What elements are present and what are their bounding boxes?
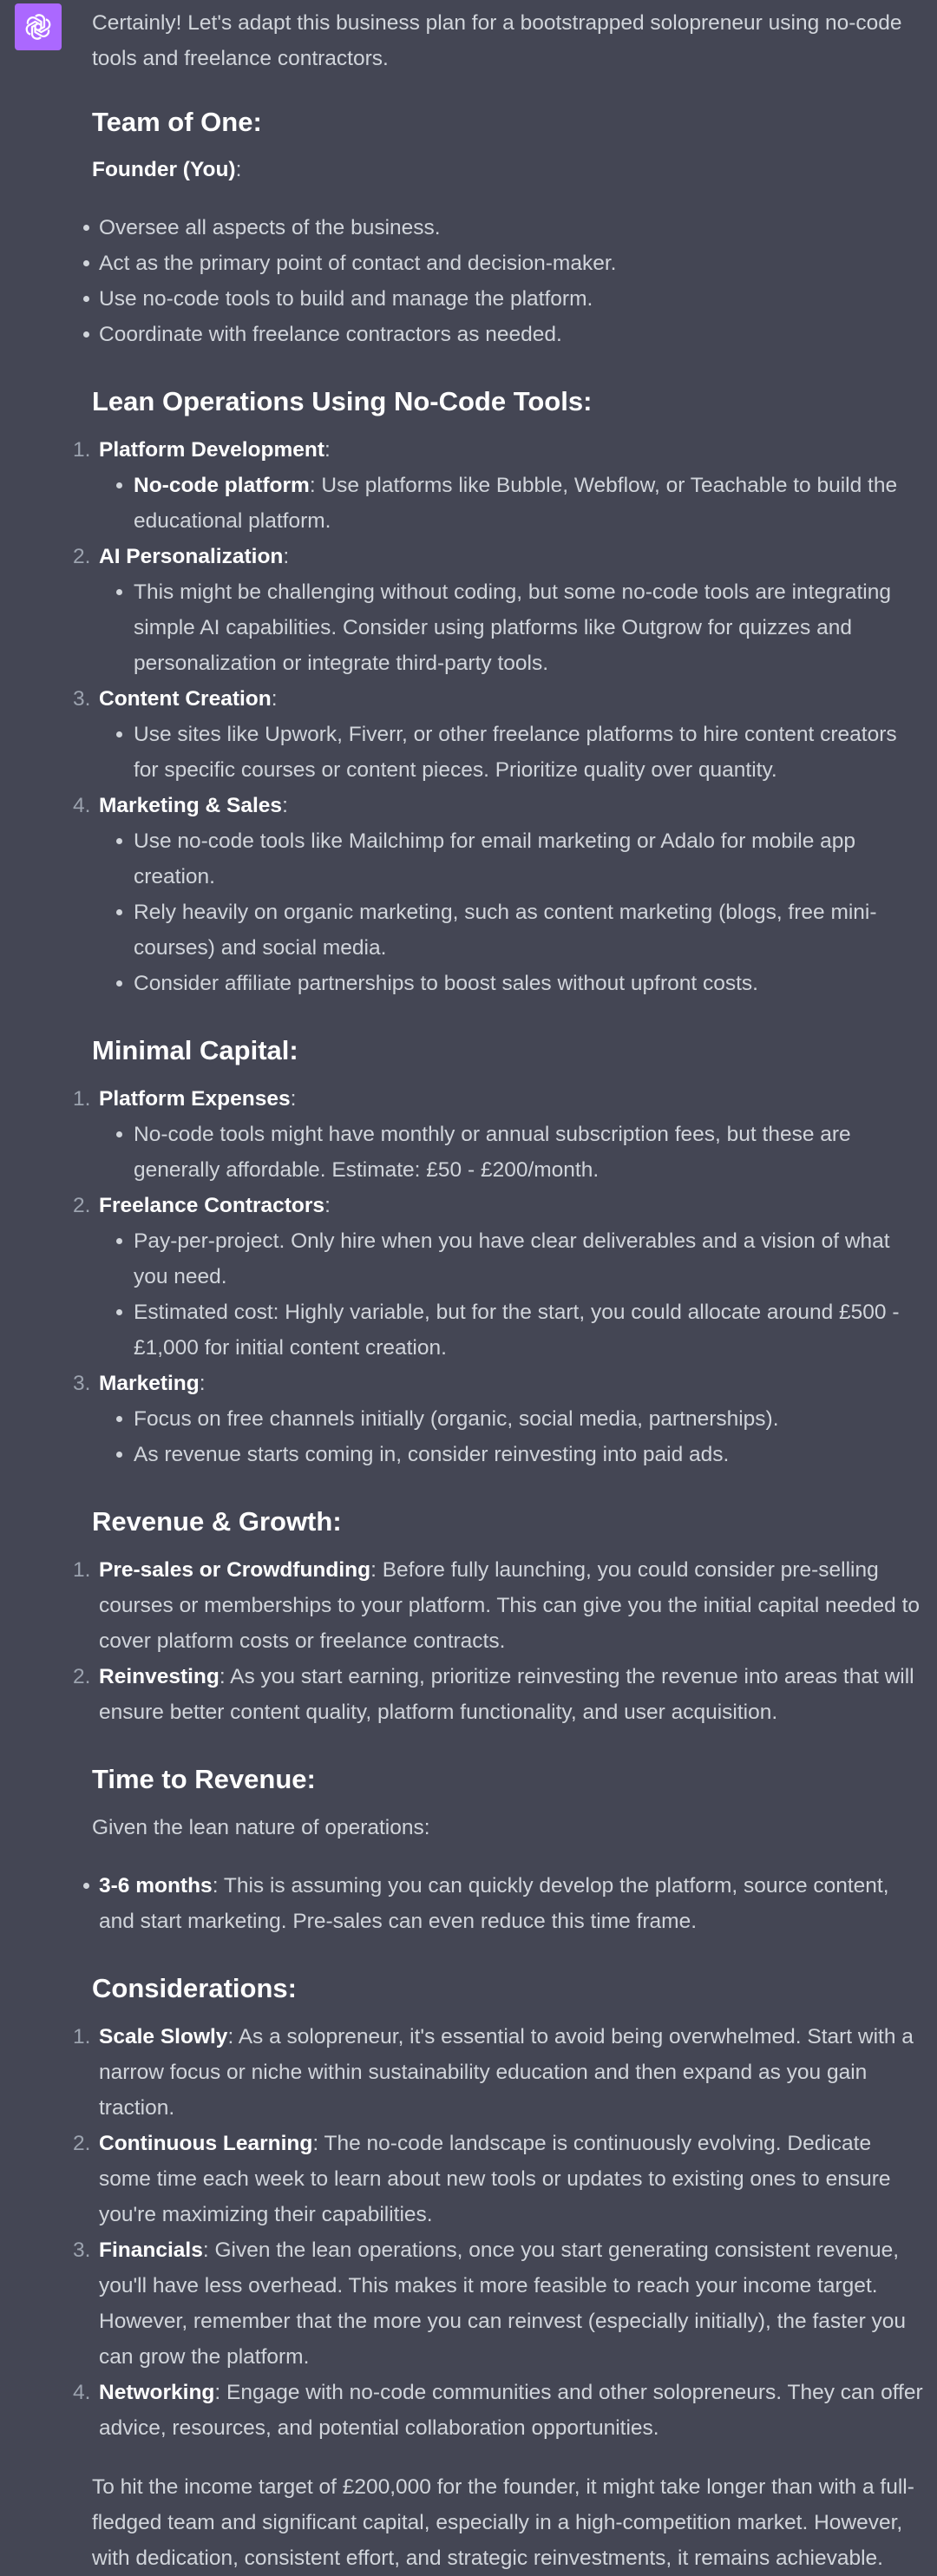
- list-item: 3. Financials: Given the lean operations, once you start generating consistent revenue, you'll have less overhead. This makes it more feasible to reach your income target. However, remember that the more you can reinvest (especially initially), the faster you can grow the platform.: [73, 2238, 907, 2369]
- heading-time-to-revenue: Time to Revenue:: [92, 1764, 316, 1794]
- sub-list-item: Consider affiliate partnerships to boost sales without upfront costs.: [134, 966, 923, 1001]
- list-item: 2. Continuous Learning: The no-code landscape is continuously evolving. Dedicate some time each week to learn about new tools or updates to existing ones to ensure you're maximizing their capabilities.: [73, 2132, 891, 2226]
- list-item: 2. Reinvesting: As you start earning, prioritize reinvesting the revenue into areas that will ensure better content quality, platform functionality, and user acquisition.: [73, 1665, 914, 1724]
- openai-logo-icon: [23, 11, 54, 43]
- list-item: 1. Scale Slowly: As a solopreneur, it's essential to avoid being overwhelmed. Start with a narrow focus or niche within sustainability education and then expand as you gain traction.: [73, 2025, 914, 2120]
- sub-list-item: No-code platform: Use platforms like Bubble, Webflow, or Teachable to build the educational platform.: [134, 468, 923, 539]
- sub-list-item: As revenue starts coming in, consider reinvesting into paid ads.: [134, 1437, 923, 1472]
- list-item: Use no-code tools to build and manage the platform.: [92, 281, 923, 317]
- heading-lean-operations: Lean Operations Using No-Code Tools:: [92, 386, 593, 416]
- list-item: Act as the primary point of contact and decision-maker.: [92, 246, 923, 281]
- message-content: [73, 0, 923, 2576]
- assistant-avatar: [15, 3, 62, 50]
- sub-list-item: No-code tools might have monthly or annual subscription fees, but these are generally affordable. Estimate: £50 - £200/month.: [134, 1117, 923, 1188]
- considerations-ordered-list: [73, 2019, 923, 2446]
- sub-list-item: Estimated cost: Highly variable, but for the start, you could allocate around £500 - £1,000 for initial content creation.: [134, 1295, 923, 1366]
- sub-list-item: Pay-per-project. Only hire when you have clear deliverables and a vision of what you need.: [134, 1223, 923, 1295]
- list-item: 2. AI Personalization: This might be challenging without coding, but some no-code tools are integrating simple AI capabilities. Consider using platforms like Outgrow for quizzes and personalization or integrate third-party tools.: [99, 539, 923, 681]
- time-intro: Given the lean nature of operations:: [92, 1816, 430, 1839]
- capital-ordered-list: [73, 1081, 923, 1472]
- list-item: 3. Marketing: Focus on free channels initially (organic, social media, partnerships). As revenue starts coming in, consider reinvesting into paid ads.: [99, 1366, 923, 1472]
- team-bullet-list: [92, 210, 923, 352]
- heading-revenue-growth: Revenue & Growth:: [92, 1506, 342, 1537]
- list-item: Oversee all aspects of the business.: [92, 210, 923, 246]
- sub-list-item: This might be challenging without coding, but some no-code tools are integrating simple AI capabilities. Consider using platforms like Outgrow for quizzes and personalization or integrate third-party tools.: [134, 574, 923, 681]
- heading-minimal-capital: Minimal Capital:: [92, 1035, 298, 1065]
- heading-team: Team of One:: [92, 107, 262, 137]
- founder-label: Founder (You): [92, 158, 236, 181]
- list-item: 4. Networking: Engage with no-code communities and other solopreneurs. They can offer advice, resources, and potential collaboration opportunities.: [73, 2381, 923, 2440]
- list-item: 2. Freelance Contractors: Pay-per-project. Only hire when you have clear deliverables and a vision of what you need. Estimated cost: Highly variable, but for the start, you could allocate around £500 - £1,000 for initial content creation.: [99, 1188, 923, 1366]
- list-item: Coordinate with freelance contractors as needed.: [92, 317, 923, 352]
- list-item: 4. Marketing & Sales: Use no-code tools like Mailchimp for email marketing or Adalo for mobile app creation. Rely heavily on organic marketing, such as content marketing (blogs, free mini-courses) and social media. Consider affiliate partnerships to boost sales without upfront costs.: [99, 788, 923, 1001]
- list-item: 1. Platform Development: No-code platform: Use platforms like Bubble, Webflow, or Teachable to build the educational platform.: [99, 432, 923, 539]
- list-item: 1. Pre-sales or Crowdfunding: Before fully launching, you could consider pre-selling courses or memberships to your platform. This can give you the initial capital needed to cover platform costs or freelance contracts.: [73, 1558, 921, 1653]
- heading-considerations: Considerations:: [92, 1973, 297, 2003]
- lean-ordered-list: [73, 432, 923, 1001]
- revenue-ordered-list: [73, 1552, 923, 1730]
- closing-paragraph: To hit the income target of £200,000 for the founder, it might take longer than with a full-fledged team and significant capital, especially in a high-competition market. However, with dedication, consistent effort, and strategic reinvestments, it remains achievable.: [92, 2475, 914, 2570]
- list-item: 3-6 months: This is assuming you can quickly develop the platform, source content, and start marketing. Pre-sales can even reduce this time frame.: [92, 1868, 923, 1939]
- sub-list-item: Use sites like Upwork, Fiverr, or other freelance platforms to hire content creators for specific courses or content pieces. Prioritize quality over quantity.: [134, 717, 923, 788]
- list-item: 1. Platform Expenses: No-code tools might have monthly or annual subscription fees, but these are generally affordable. Estimate: £50 - £200/month.: [99, 1081, 923, 1188]
- time-bullet-list: [92, 1868, 923, 1939]
- sub-list-item: Rely heavily on organic marketing, such as content marketing (blogs, free mini-courses) and social media.: [134, 895, 923, 966]
- sub-list-item: Use no-code tools like Mailchimp for email marketing or Adalo for mobile app creation.: [134, 823, 923, 895]
- list-item: 3. Content Creation: Use sites like Upwork, Fiverr, or other freelance platforms to hire content creators for specific courses or content pieces. Prioritize quality over quantity.: [99, 681, 923, 788]
- founder-line: Founder (You):: [92, 158, 242, 181]
- intro-paragraph: Certainly! Let's adapt this business plan for a bootstrapped solopreneur using no-code tools and freelance contractors.: [92, 11, 902, 70]
- sub-list-item: Focus on free channels initially (organic, social media, partnerships).: [134, 1401, 923, 1437]
